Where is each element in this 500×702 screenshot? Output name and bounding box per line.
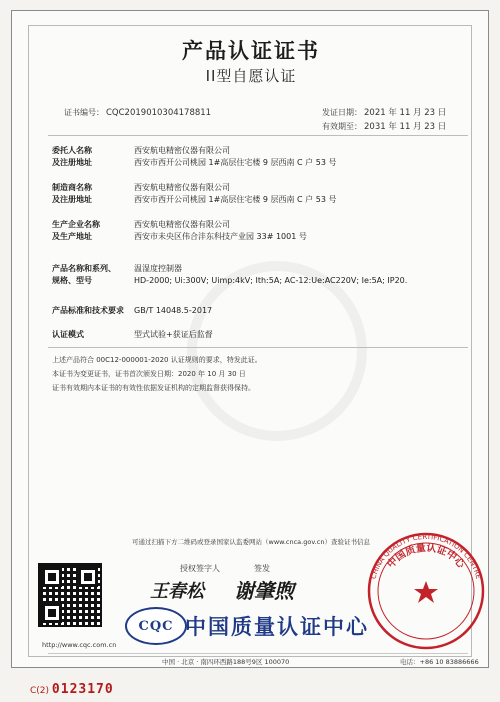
cqc-logo-text: CQC <box>138 618 174 634</box>
website[interactable]: http://www.cqc.com.cn <box>42 641 117 649</box>
note-line: 上述产品符合 00C12-000001-2020 认证规则的要求，特发此证。 <box>52 356 262 364</box>
divider-footer <box>48 653 468 654</box>
cert-number <box>64 107 211 118</box>
qr-finder-icon <box>42 603 62 623</box>
field-value: 西安航电精密仪器有限公司 <box>134 183 230 192</box>
field-value: 温湿度控制器 <box>134 264 182 273</box>
field-label: 产品标准和技术要求 <box>52 306 124 315</box>
cqc-logo-icon <box>125 607 187 645</box>
notes-block <box>52 353 472 395</box>
org-name: 中国质量认证中心 <box>185 615 369 639</box>
certificate-subtitle: II型自愿认证 <box>205 67 297 85</box>
field-label: 生产企业名称 <box>52 220 100 229</box>
issuer-signature: 谢肇煦 <box>234 579 294 603</box>
verify-text: 可通过扫描下方二维码或登录国家认监委网站（www.cnca.gov.cn）查验证书信息 <box>132 538 370 546</box>
certificate-title: 产品认证证书 <box>182 39 320 63</box>
phone: 电话：+86 10 83886666 <box>400 658 479 666</box>
qr-code-icon[interactable] <box>38 563 102 627</box>
expiry-date-value: 2031 年 11 月 23 日 <box>364 122 447 132</box>
note-line: 本证书为变更证书，证书首次颁发日期：2020 年 10 月 30 日 <box>52 370 246 378</box>
signer-signature: 王春松 <box>150 581 204 602</box>
serial-number <box>30 682 114 697</box>
field-value: HD-2000; Ui:300V; Uimp:4kV; Ith:5A; AC-12:Ue:AC220V; Ie:5A; IP20. <box>134 276 408 285</box>
field-value: 型式试验+获证后监督 <box>134 330 213 339</box>
seal-chinese-text: 中国质量认证中心 <box>385 542 467 571</box>
note-line: 证书有效期内本证书的有效性依据发证机构的定期监督获得保持。 <box>52 384 255 392</box>
seal-english-text: CHINA QUALITY CERTIFICATION CENTRE <box>369 532 483 580</box>
sign-label: 签发 <box>254 564 270 573</box>
field-value: 西安市未央区伟合沣东科技产业园 33# 1001 号 <box>134 232 307 241</box>
field-label: 及注册地址 <box>52 158 92 167</box>
expiry-date <box>322 120 446 132</box>
cert-number-value: CQC2019010304178811 <box>106 108 212 118</box>
certificate-sheet <box>11 10 489 668</box>
issue-date <box>322 106 446 118</box>
serial-prefix: C(2) <box>30 686 50 696</box>
field-value: GB/T 14048.5-2017 <box>134 306 213 315</box>
serial-value: 0123170 <box>51 682 114 697</box>
field-value: 西安市西开公司桃园 1#高层住宅楼 9 层西南 C 户 53 号 <box>134 158 337 167</box>
divider-top <box>48 135 468 136</box>
field-label: 制造商名称 <box>52 183 92 192</box>
qr-finder-icon <box>42 567 62 587</box>
field-value: 西安航电精密仪器有限公司 <box>134 220 230 229</box>
field-label: 产品名称和系列、 <box>52 264 116 273</box>
field-label: 及注册地址 <box>52 195 92 204</box>
cert-number-label: 证书编号： <box>64 108 104 117</box>
field-value: 西安航电精密仪器有限公司 <box>134 146 230 155</box>
field-label: 规格、型号 <box>52 276 92 285</box>
address: 中国 · 北京 · 南四环西路188号9区 100070 <box>162 658 290 666</box>
divider-middle <box>48 347 468 348</box>
field-value: 西安市西开公司桃园 1#高层住宅楼 9 层西南 C 户 53 号 <box>134 195 337 204</box>
official-seal-icon <box>366 531 486 651</box>
seal-star-icon <box>414 581 438 603</box>
qr-finder-icon <box>78 567 98 587</box>
field-label: 认证模式 <box>52 330 84 339</box>
field-label: 委托人名称 <box>52 146 92 155</box>
issue-date-value: 2021 年 11 月 23 日 <box>364 108 447 118</box>
field-label: 及生产地址 <box>52 232 92 241</box>
issue-date-label: 发证日期： <box>322 108 362 117</box>
signer-label: 授权签字人 <box>180 564 220 573</box>
expiry-date-label: 有效期至： <box>322 122 362 131</box>
watermark-emblem <box>187 261 367 441</box>
